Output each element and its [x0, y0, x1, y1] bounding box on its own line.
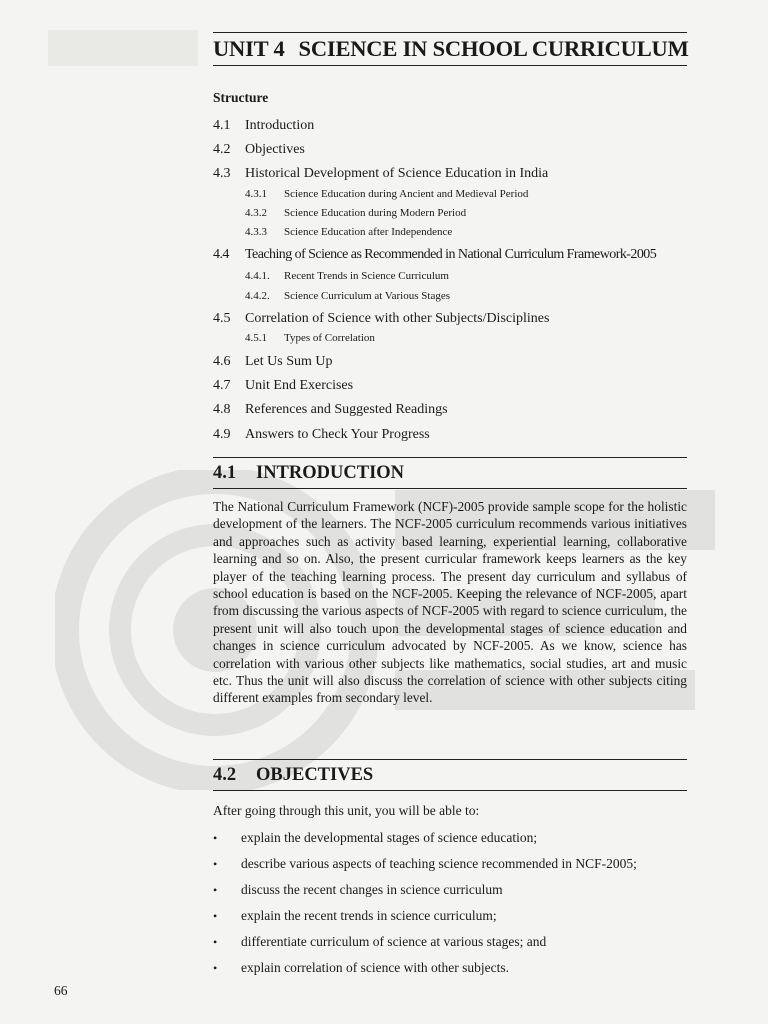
toc-item[interactable] — [213, 354, 333, 370]
unit-number: UNIT 4 — [213, 36, 285, 61]
section-heading-introduction — [213, 457, 687, 489]
toc-number: 4.3.2 — [245, 207, 267, 219]
unit-title-text: SCIENCE IN SCHOOL CURRICULUM — [298, 36, 689, 61]
section-title — [213, 760, 687, 790]
toc-subitem[interactable] — [245, 332, 375, 344]
section-title — [213, 458, 687, 488]
list-item-text: describe various aspects of teaching science recommended in NCF-2005; — [241, 856, 637, 871]
structure-heading: Structure — [213, 90, 269, 105]
list-item-text: discuss the recent changes in science curriculum — [241, 882, 503, 897]
bullet-icon: • — [213, 909, 218, 923]
toc-number: 4.8 — [213, 402, 231, 417]
list-item-text: differentiate curriculum of science at various stages; and — [241, 934, 547, 949]
section-heading-objectives — [213, 759, 687, 791]
toc-number: 4.5 — [213, 311, 231, 326]
toc-title: Answers to Check Your Progress — [245, 427, 430, 442]
toc-number: 4.4 — [213, 247, 229, 262]
toc-number: 4.1 — [213, 118, 231, 133]
toc-number: 4.9 — [213, 427, 231, 442]
toc-title: Objectives — [245, 142, 305, 157]
toc-subitem[interactable] — [245, 188, 528, 200]
toc-item[interactable] — [213, 311, 549, 327]
toc-title: Science Curriculum at Various Stages — [284, 290, 450, 302]
toc-number: 4.3.3 — [245, 226, 267, 238]
list-item — [213, 882, 503, 898]
toc-item[interactable] — [213, 402, 448, 418]
toc-number: 4.4.1. — [245, 270, 270, 282]
toc-number: 4.4.2. — [245, 290, 270, 302]
toc-title: Science Education during Modern Period — [284, 207, 467, 219]
toc-item[interactable] — [213, 142, 305, 158]
bullet-icon: • — [213, 883, 218, 897]
toc-title: Recent Trends in Science Curriculum — [284, 270, 449, 282]
bullet-icon: • — [213, 961, 218, 975]
toc-title: Introduction — [245, 118, 315, 133]
toc-number: 4.2 — [213, 142, 231, 157]
toc-title: Science Education during Ancient and Medieval Period — [284, 188, 529, 200]
toc-title: Correlation of Science with other Subjects/Disciplines — [245, 311, 550, 326]
toc-title: Types of Correlation — [284, 332, 375, 344]
bullet-icon: • — [213, 857, 218, 871]
list-item — [213, 934, 546, 950]
toc-number: 4.6 — [213, 354, 231, 369]
toc-title: Science Education after Independence — [284, 226, 453, 238]
list-item-text: explain the developmental stages of science education; — [241, 830, 538, 845]
toc-title: Unit End Exercises — [245, 378, 354, 393]
list-item-text: explain the recent trends in science curriculum; — [241, 908, 497, 923]
toc-title: Let Us Sum Up — [245, 354, 333, 369]
objectives-lead: After going through this unit, you will be able to: — [213, 803, 480, 818]
bullet-icon: • — [213, 935, 218, 949]
toc-number: 4.3 — [213, 166, 231, 181]
toc-item[interactable] — [213, 427, 430, 443]
toc-item[interactable] — [213, 118, 314, 134]
page-number: 66 — [54, 983, 68, 998]
toc-subitem[interactable] — [245, 207, 466, 219]
section-title-text: INTRODUCTION — [256, 463, 405, 483]
toc-subitem[interactable] — [245, 270, 449, 282]
list-item-text: explain correlation of science with other subjects. — [241, 960, 510, 975]
list-item — [213, 856, 637, 872]
toc-item[interactable] — [213, 166, 548, 182]
toc-item[interactable] — [213, 378, 353, 394]
bullet-icon: • — [213, 831, 218, 845]
toc-number: 4.5.1 — [245, 332, 267, 344]
toc-title: Teaching of Science as Recommended in National Curriculum Framework-2005 — [245, 247, 657, 262]
section-title-text: OBJECTIVES — [256, 765, 374, 785]
toc-item[interactable] — [213, 247, 656, 263]
toc-number: 4.3.1 — [245, 188, 267, 200]
toc-subitem[interactable] — [245, 290, 450, 302]
section-number: 4.2 — [213, 765, 237, 785]
toc-title: Historical Development of Science Education in India — [245, 166, 549, 181]
list-item — [213, 908, 497, 924]
introduction-paragraph: The National Curriculum Framework (NCF)-2005 provide sample scope for the holistic development of the learners. The NCF-2005 curriculum recommends various initiatives and approaches such as activity based learning, experiential learning, collaborative learning and so on. Also, the present curricular framework keeps learners as the key player of the teaching learning process. The present day curriculum and syllabus of school education is based on the NCF-2005. Keeping the relevance of NCF-2005, apart from discussing the various aspects of NCF-2005 with regard to science curriculum, the present unit will also touch upon the developmental stages of science education and changes in science curriculum advocated by NCF-2005. As we know, science has correlation with various other subjects like mathematics, social studies, art and music etc. Thus the unit will also discuss the correlation of science with other subjects citing different examples from secondary level. — [213, 499, 687, 706]
section-number: 4.1 — [213, 463, 237, 483]
unit-title — [213, 32, 687, 66]
corner-shade — [48, 30, 198, 66]
toc-subitem[interactable] — [245, 226, 452, 238]
list-item — [213, 830, 537, 846]
toc-number: 4.7 — [213, 378, 231, 393]
unit-heading — [213, 33, 687, 65]
list-item — [213, 960, 509, 976]
toc-title: References and Suggested Readings — [245, 402, 448, 417]
